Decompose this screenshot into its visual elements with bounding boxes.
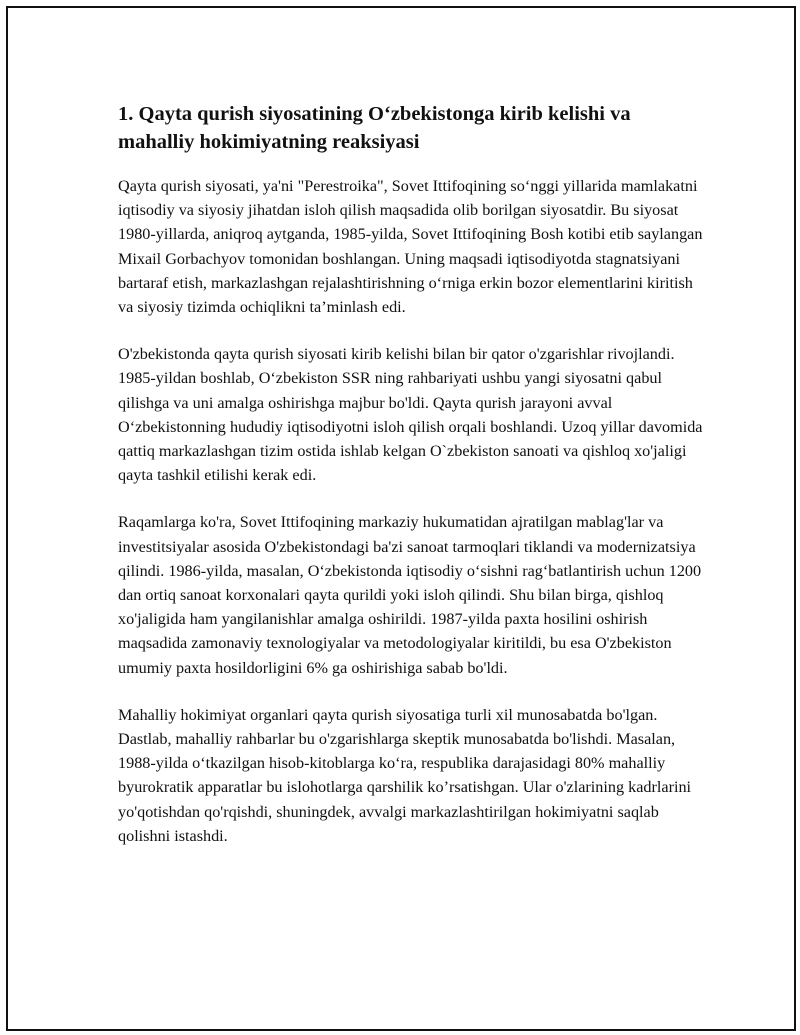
document-body	[118, 100, 703, 871]
paragraph-3: Raqamlarga ko'ra, Sovet Ittifoqining markaziy hukumatidan ajratilgan mablag'lar va investitsiyalar asosida O'zbekistondagi ba'zi sanoat tarmoqlari tiklandi va modernizatsiya qilindi. 1986-yilda, masalan, O‘zbekistonda iqtisodiy o‘sishni rag‘batlantirish uchun 1200 dan ortiq sanoat korxonalari qayta qurildi yoki isloh qilindi. Shu bilan birga, qishloq xo'jaligida ham yangilanishlar amalga oshirildi. 1987-yilda paxta hosilini oshirish maqsadida zamonaviy texnologiyalar va metodologiyalar kiritildi, bu esa O'zbekiston umumiy paxta hosildorligini 6% ga oshirishiga sabab bo'ldi.	[118, 513, 702, 677]
page-frame	[6, 6, 796, 1031]
paragraph-4: Mahalliy hokimiyat organlari qayta qurish siyosatiga turli xil munosabatda bo'lgan. Dastlab, mahalliy rahbarlar bu o'zgarishlarga skeptik munosabatda bo'lishdi. Masalan, 1988-yilda o‘tkazilgan hisob-kitoblarga ko‘ra, respublika darajasidagi 80% mahalliy byurokratik apparatlar bu islohotlarga qarshilik ko’rsatishgan. Ular o'zlarining kadrlarini yo'qotishdan qo'rqishdi, shuningdek, avvalgi markazlashtirilgan hokimiyatni saqlab qolishni istashdi.	[118, 705, 692, 845]
paragraph-1: Qayta qurish siyosati, ya'ni "Perestroika", Sovet Ittifoqining so‘nggi yillarida mamlakatni iqtisodiy va siyosiy jihatdan isloh qilish maqsadida olib borilgan siyosatdir. Bu siyosat 1980-yillarda, aniqroq aytganda, 1985-yilda, Sovet Ittifoqining Bosh kotibi etib saylangan Mixail Gorbachyov tomonidan boshlangan. Uning maqsadi iqtisodiyotda stagnatsiyani bartaraf etish, markazlashgan rejalashtirishning o‘rniga erkin bozor elementlarini kiritish va siyosiy tizimda ochiqlikni ta’minlash edi.	[118, 177, 703, 317]
section-heading: 1. Qayta qurish siyosatining O‘zbekistonga kirib kelishi va mahalliy hokimiyatning reaksiyasi	[118, 103, 631, 153]
paragraph-2: O'zbekistonda qayta qurish siyosati kirib kelishi bilan bir qator o'zgarishlar rivojlandi. 1985-yildan boshlab, O‘zbekiston SSR ning rahbariyati ushbu yangi siyosatni qabul qilishga va uni amalga oshirishga majbur bo'ldi. Qayta qurish jarayoni avval O‘zbekistonning hududiy iqtisodiyotni isloh qilish orqali boshlandi. Uzoq yillar davomida qattiq markazlashgan tizim ostida ishlab kelgan O`zbekiston sanoati va qishloq xo'jaligi qayta tashkil etilishi kerak edi.	[118, 345, 703, 485]
